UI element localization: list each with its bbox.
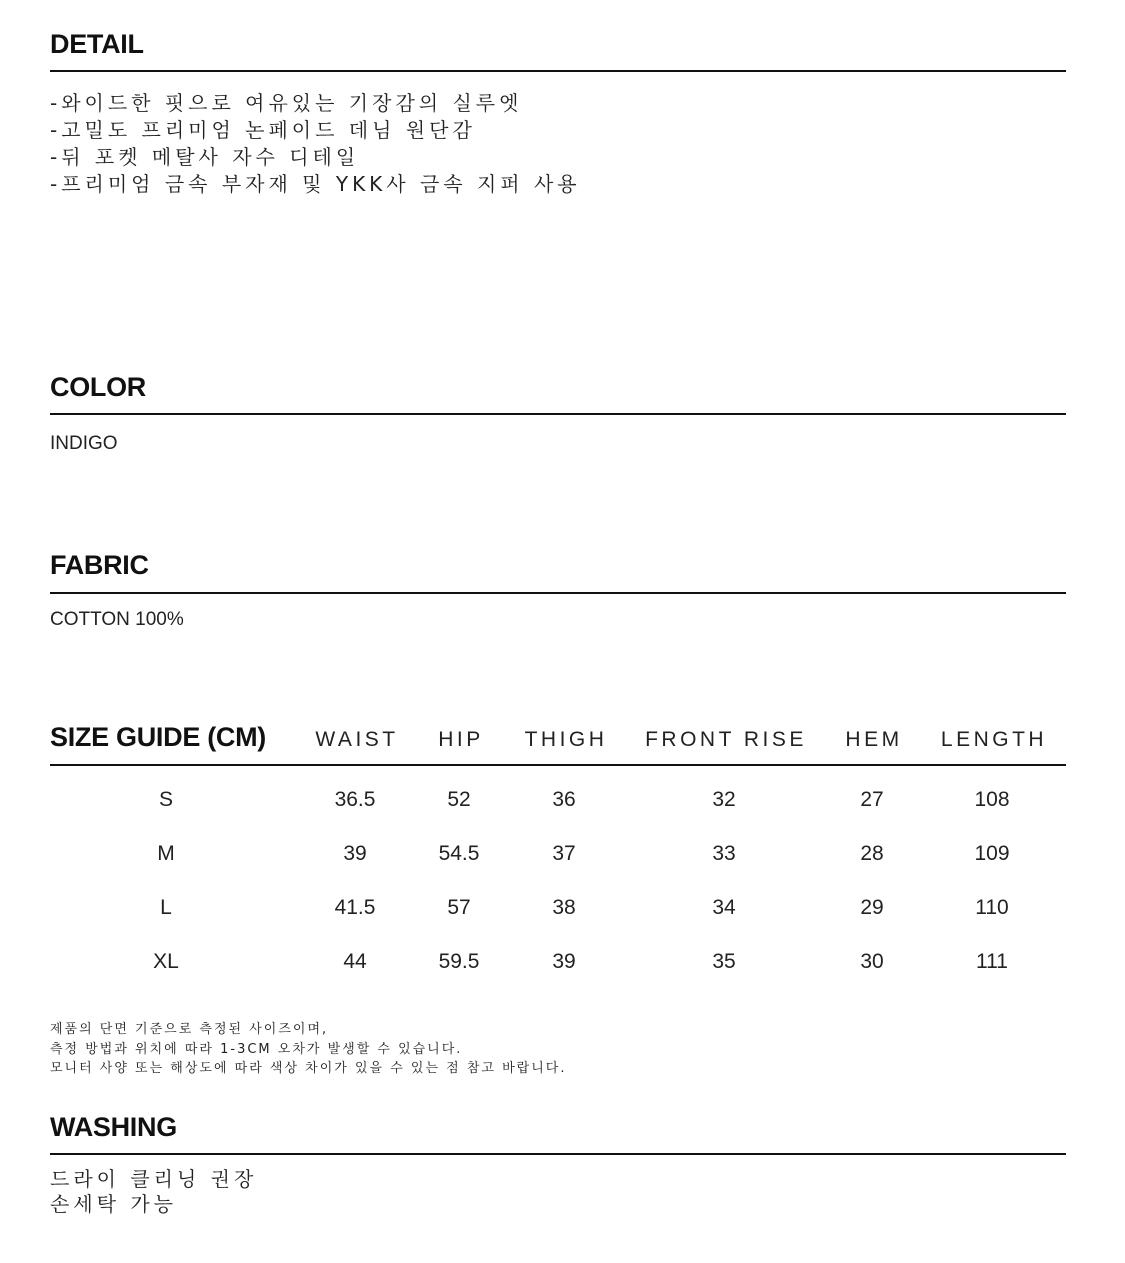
- washing-list: [50, 1167, 257, 1217]
- cell-hem: 30: [860, 950, 884, 973]
- column-header-length: LENGTH: [940, 728, 1048, 751]
- cell-hip: 59.5: [438, 950, 480, 973]
- cell-front-rise: 32: [712, 788, 736, 811]
- cell-waist: 41.5: [334, 896, 376, 919]
- fabric-title: FABRIC: [50, 550, 149, 580]
- cell-waist: 44: [343, 950, 367, 973]
- size-table-divider: [50, 764, 1066, 766]
- cell-length: 109: [974, 842, 1010, 865]
- fabric-divider: [50, 592, 1066, 594]
- color-divider: [50, 413, 1066, 415]
- cell-front-rise: 35: [712, 950, 736, 973]
- note-line: 제품의 단면 기준으로 측정된 사이즈이며,: [50, 1022, 329, 1037]
- cell-hip: 54.5: [438, 842, 480, 865]
- cell-thigh: 39: [552, 950, 576, 973]
- cell-hem: 27: [860, 788, 884, 811]
- washing-divider: [50, 1153, 1066, 1155]
- cell-hem: 29: [860, 896, 884, 919]
- size-label: S: [158, 788, 174, 811]
- washing-item: 드라이 클리닝 권장: [50, 1167, 258, 1191]
- cell-front-rise: 33: [712, 842, 736, 865]
- detail-list: [50, 90, 581, 198]
- cell-hip: 52: [447, 788, 471, 811]
- detail-item: -프리미엄 금속 부자재 및 YKK사 금속 지퍼 사용: [50, 172, 581, 196]
- detail-item: -뒤 포켓 메탈사 자수 디테일: [50, 145, 360, 169]
- note-line: 측정 방법과 위치에 따라 1-3CM 오차가 발생할 수 있습니다.: [50, 1041, 463, 1057]
- cell-hip: 57: [447, 896, 471, 919]
- detail-title: DETAIL: [50, 29, 144, 59]
- column-header-hem: HEM: [845, 728, 903, 751]
- washing-title: WASHING: [50, 1112, 177, 1142]
- cell-length: 108: [974, 788, 1010, 811]
- cell-waist: 36.5: [334, 788, 376, 811]
- column-header-waist: WAIST: [315, 728, 399, 751]
- cell-front-rise: 34: [712, 896, 736, 919]
- column-header-thigh: THIGH: [524, 728, 608, 751]
- cell-waist: 39: [343, 842, 367, 865]
- size-label: L: [160, 896, 172, 919]
- washing-item: 손세탁 가능: [50, 1192, 177, 1216]
- color-title: COLOR: [50, 372, 146, 402]
- size-guide-notes: [50, 1020, 566, 1079]
- cell-length: 110: [975, 896, 1009, 919]
- detail-divider: [50, 70, 1066, 72]
- color-value: INDIGO: [50, 433, 118, 454]
- cell-length: 111: [976, 950, 1008, 973]
- size-label: XL: [153, 950, 179, 973]
- note-line: 모니터 사양 또는 해상도에 따라 색상 차이가 있을 수 있는 점 참고 바랍니다.: [50, 1061, 567, 1076]
- detail-item: -와이드한 핏으로 여유있는 기장감의 실루엣: [50, 91, 523, 115]
- cell-thigh: 37: [552, 842, 576, 865]
- cell-thigh: 36: [552, 788, 576, 811]
- column-header-front-rise: FRONT RISE: [645, 728, 807, 751]
- fabric-value: COTTON 100%: [50, 609, 184, 630]
- column-header-hip: HIP: [438, 728, 484, 751]
- cell-hem: 28: [860, 842, 884, 865]
- size-label: M: [157, 842, 175, 865]
- detail-item: -고밀도 프리미엄 논페이드 데님 원단감: [50, 118, 476, 142]
- cell-thigh: 38: [552, 896, 576, 919]
- size-guide-title: SIZE GUIDE (CM): [50, 722, 266, 752]
